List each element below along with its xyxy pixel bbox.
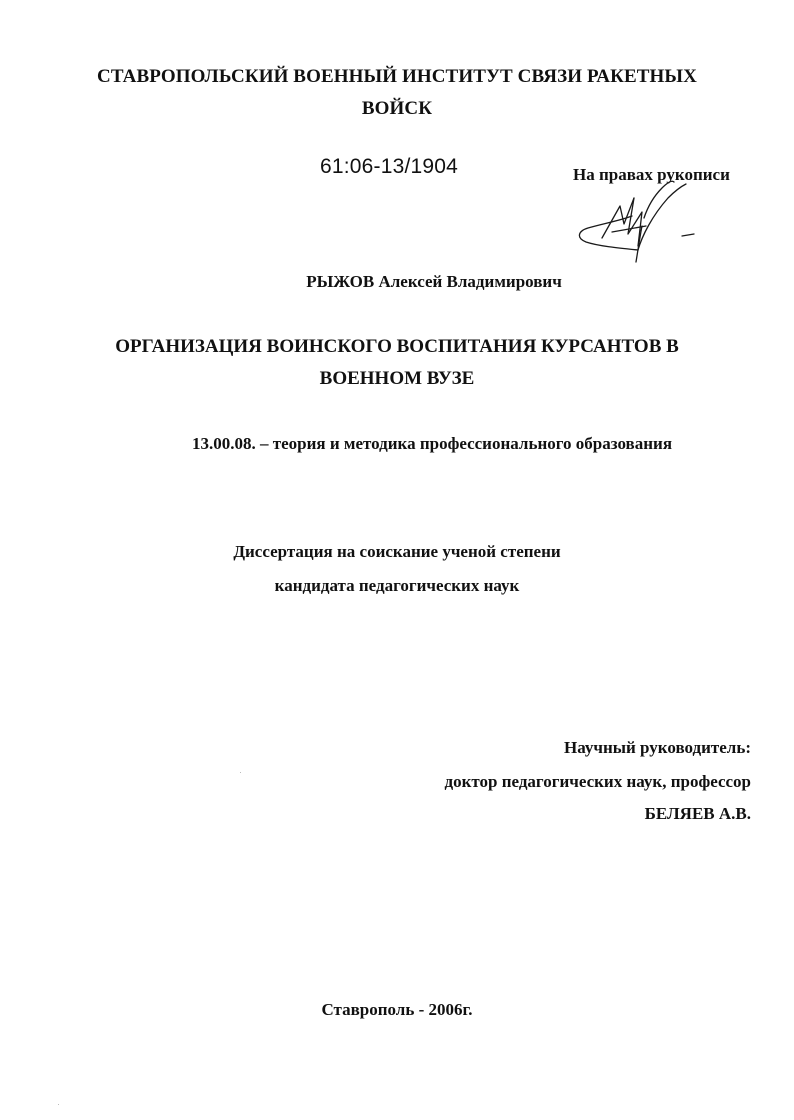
archive-code: 61:06-13/1904: [320, 155, 459, 178]
institute-name-line-1: СТАВРОПОЛЬСКИЙ ВОЕННЫЙ ИНСТИТУТ СВЯЗИ РАКЕТНЫХ: [97, 66, 697, 87]
supervisor-name: БЕЛЯЕВ А.В.: [644, 804, 751, 823]
rights-note: На правах рукописи: [573, 165, 730, 184]
specialty-code: 13.00.08. – теория и методика профессионального образования: [191, 434, 673, 453]
degree-line-1: Диссертация на соискание ученой степени: [233, 542, 561, 561]
author-name: РЫЖОВ Алексей Владимирович: [306, 272, 562, 291]
dissertation-title-line-2: ВОЕННОМ ВУЗЕ: [319, 368, 475, 389]
dissertation-title-line-1: ОРГАНИЗАЦИЯ ВОИНСКОГО ВОСПИТАНИЯ КУРСАНТОВ В: [115, 336, 679, 357]
supervisor-label: Научный руководитель:: [564, 738, 751, 757]
city-year: Ставрополь - 2006г.: [321, 1000, 473, 1019]
institute-name-line-2: ВОЙСК: [361, 98, 433, 119]
scan-speck: [240, 772, 241, 773]
degree-line-2: кандидата педагогических наук: [274, 576, 520, 595]
supervisor-title: доктор педагогических наук, профессор: [444, 772, 751, 791]
scan-speck: [58, 1104, 59, 1105]
handwritten-signature: [572, 176, 702, 268]
